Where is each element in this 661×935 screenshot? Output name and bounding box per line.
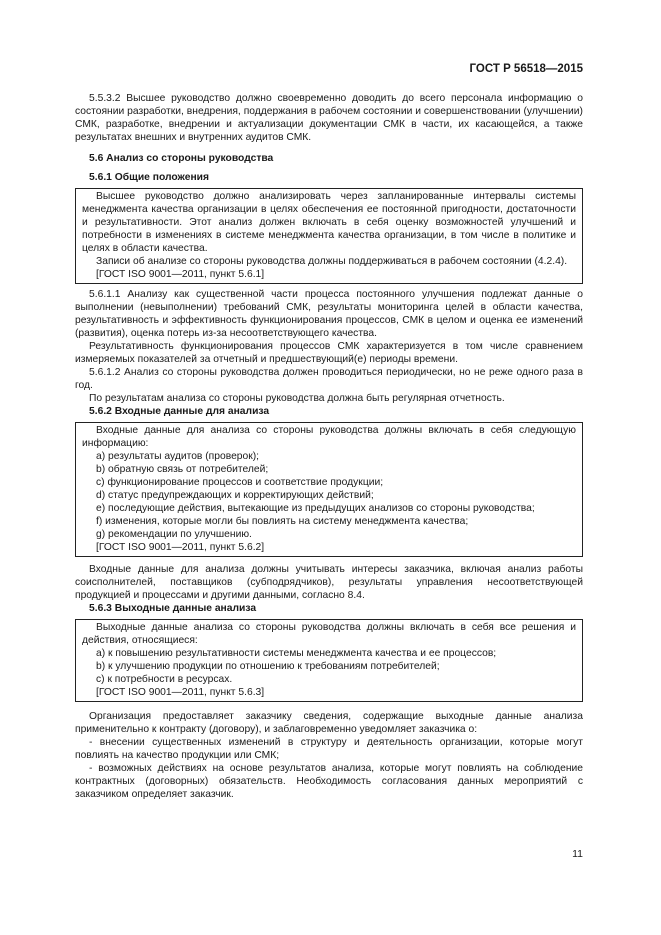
paragraph-organization: Организация предоставляет заказчику сведения, содержащие выходные данные анализа применительно к контракту (договору), и заблаговременно уведомляет заказчика о: [75,711,583,735]
quote-reference: [ГОСТ ISO 9001—2011, пункт 5.6.1] [96,269,265,280]
page-number: 11 [572,848,583,860]
quote-paragraph: Высшее руководство должно анализировать через запланированные интервалы системы менеджмента качества организации в целях обеспечения ее постоянной пригодности, достаточности и результативности. Этот анализ должен включать в себя оценку возможностей улучшений и потребности в изменениях в системе менеджмента качества организации, в том числе в политике и целях в области качества. [82,191,576,254]
list-item: g) рекомендации по улучшению. [96,529,252,540]
paragraph-5-6-1-1: 5.6.1.1 Анализу как существенной части процесса постоянного улучшения подлежат данные о выполнении (невыполнении) требований СМК, результаты мониторинга целей в области качества, результативность и эффективность функционирования процессов, СМК в целом и оценка ее изменений (развития), оценка потерь из-за несоответствующего качества. [75,289,583,339]
paragraph-effectiveness: Результативность функционирования процессов СМК характеризуется в том числе сравнением измеряемых показателей за отчетный и предшествующий(е) периоды времени. [75,341,583,365]
quote-box-5-6-1 [75,188,583,284]
quote-box-5-6-2 [75,422,583,557]
paragraph-input-data: Входные данные для анализа должны учитывать интересы заказчика, включая анализ работы соисполнителей, поставщиков (субподрядчиков), результаты управления несоответствующей продукцией и процессами и другими данными, согласно 8.4. [75,564,583,601]
list-item: f) изменения, которые могли бы повлиять на систему менеджмента качества; [96,516,469,527]
quote-intro: Входные данные для анализа со стороны руководства должны включать в себя следующую информацию: [82,425,576,449]
list-item: d) статус предупреждающих и корректирующих действий; [96,490,374,501]
heading-5-6-2: 5.6.2 Входные данные для анализа [89,406,270,417]
quote-box-5-6-3 [75,619,583,702]
page-body [75,92,583,801]
paragraph-5-6-1-2: 5.6.1.2 Анализ со стороны руководства должен проводиться периодически, но не реже одного раза в год. [75,367,583,391]
document-code: ГОСТ Р 56518—2015 [469,63,583,75]
heading-5-6-1: 5.6.1 Общие положения [89,172,209,183]
list-item: b) обратную связь от потребителей; [96,464,269,475]
quote-reference: [ГОСТ ISO 9001—2011, пункт 5.6.2] [96,542,265,553]
paragraph-reporting: По результатам анализа со стороны руководства должна быть регулярная отчетность. [89,393,505,404]
dash-list-item: - внесении существенных изменений в структуру и деятельность организации, которые могут повлиять на качество продукции или СМК; [75,737,583,761]
quote-reference: [ГОСТ ISO 9001—2011, пункт 5.6.3] [96,687,265,698]
quote-intro: Выходные данные анализа со стороны руководства должны включать в себя все решения и действия, относящиеся: [82,622,576,646]
paragraph-5-5-3-2: 5.5.3.2 Высшее руководство должно своевременно доводить до всего персонала информацию о состоянии разработки, внедрения, поддержания в рабочем состоянии и совершенствовании (улучшении) СМК, разработке, внедрении и актуализации документации СМК в части, их касающейся, а также результатах внешних и внутренних аудитов СМК. [75,93,583,143]
list-item: c) к потребности в ресурсах. [96,674,233,685]
list-item: c) функционирование процессов и соответствие продукции; [96,477,384,488]
list-item: a) результаты аудитов (проверок); [96,451,260,462]
heading-5-6: 5.6 Анализ со стороны руководства [89,153,274,164]
list-item: e) последующие действия, вытекающие из предыдущих анализов со стороны руководства; [96,503,535,514]
list-item: a) к повышению результативности системы менеджмента качества и ее процессов; [96,648,497,659]
quote-paragraph: Записи об анализе со стороны руководства должны поддерживаться в рабочем состоянии (4.2.4). [96,256,568,267]
heading-5-6-3: 5.6.3 Выходные данные анализа [89,603,257,614]
dash-list-item: - возможных действиях на основе результатов анализа, которые могут повлиять на соблюдение контрактных (договорных) обязательств. Необходимость согласования данных мероприятий с заказчиком определяет заказчик. [75,763,583,800]
list-item: b) к улучшению продукции по отношению к требованиям потребителей; [96,661,440,672]
